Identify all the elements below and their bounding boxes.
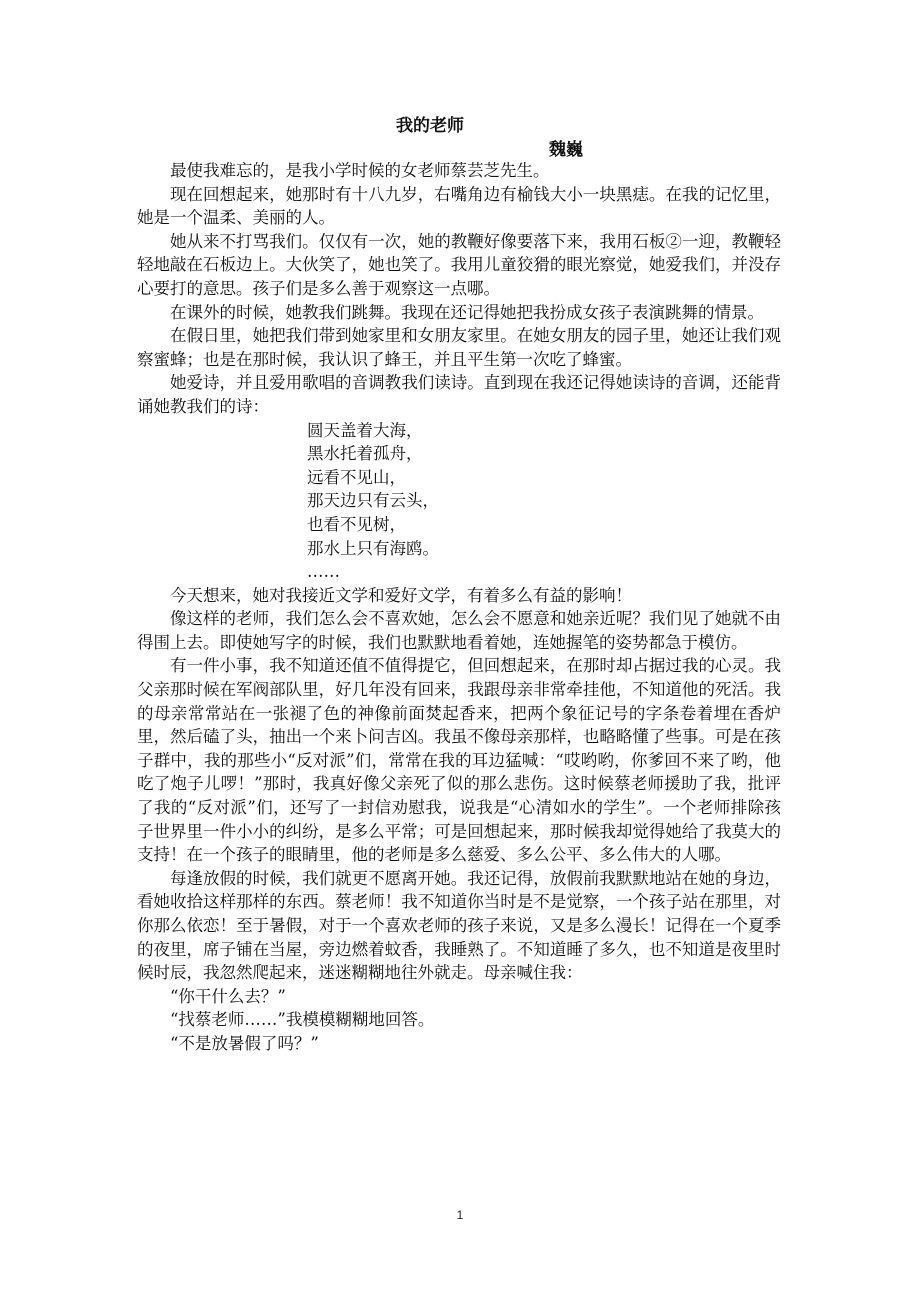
poem-line: 远看不见山， — [307, 467, 406, 487]
paragraph: 像这样的老师，我们怎么会不喜欢她，怎么会不愿意和她亲近呢？我们见了她就不由得围上去。即使她写字的时候，我们也默默地看着她，连她握笔的姿势都急于模仿。 — [137, 609, 781, 652]
article-body — [137, 159, 781, 1056]
poem-line: 圆天盖着大海， — [307, 420, 423, 440]
paragraph: 在课外的时候，她教我们跳舞。我现在还记得她把我扮成女孩子表演跳舞的情景。 — [170, 302, 764, 322]
poem-line: …… — [307, 562, 340, 582]
page-number: 1 — [456, 1208, 464, 1222]
paragraph: 每逢放假的时候，我们就更不愿离开她。我还记得，放假前我默默地站在她的身边，看她收拾这样那样的东西。蔡老师！我不知道你当时是不是觉察，一个孩子站在那里，对你那么依恋！至于暑假，对于一个喜欢老师的孩子来说，又是多么漫长！记得在一个夏季的夜里，席子铺在当屋，旁边燃着蚊香，我睡熟了。不知道睡了多久，也不知道是夜里时候时辰，我忽然爬起来，迷迷糊糊地往外就走。母亲喊住我： — [137, 868, 781, 983]
document-title: 我的老师 — [396, 116, 464, 136]
paragraph: 现在回想起来，她那时有十八九岁，右嘴角边有榆钱大小一块黑痣。在我的记忆里，她是一个温柔、美丽的人。 — [137, 184, 781, 228]
poem-block — [137, 419, 781, 584]
paragraph: 她从来不打骂我们。仅仅有一次，她的教鞭好像要落下来，我用石板②一迎，教鞭轻轻地敲在石板边上。大伙笑了，她也笑了。我用儿童狡猾的眼光察觉，她爱我们，并没存心要打的意思。孩子们是多么善于观察这一点哪。 — [137, 231, 781, 298]
paragraph: 有一件小事，我不知道还值不值得提它，但回想起来，在那时却占据过我的心灵。我父亲那时候在军阀部队里，好几年没有回来，我跟母亲非常牵挂他，不知道他的死活。我的母亲常常站在一张褪了色的神像前面焚起香来，把两个象征记号的字条卷着埋在香炉里，然后磕了头，抽出一个来卜问吉凶。我虽不像母亲那样，也略略懂了些事。可是在孩子群中，我的那些小“反对派”们，常常在我的耳边猛喊：“哎哟哟，你爹回不来了哟，他吃了炮子儿啰！”那时，我真好像父亲死了似的那么悲伤。这时候蔡老师援助了我，批评了我的“反对派”们，还写了一封信劝慰我，说我是“心清如水的学生”。一个老师排除孩子世界里一件小小的纠纷，是多么平常；可是回想起来，那时候我却觉得她给了我莫大的支持！在一个孩子的眼睛里，他的老师是多么慈爱、多么公平、多么伟大的人哪。 — [137, 656, 781, 865]
author-name: 魏巍 — [549, 140, 583, 160]
dialogue-line: “找蔡老师……”我模模糊糊地回答。 — [170, 1010, 435, 1030]
paragraph: 她爱诗，并且爱用歌唱的音调教我们读诗。直到现在我还记得她读诗的音调，还能背诵她教我们的诗： — [137, 373, 781, 416]
poem-line: 那水上只有海鸥。 — [307, 538, 439, 558]
dialogue-line: “你干什么去？” — [170, 986, 286, 1006]
poem-line: 也看不见树， — [307, 514, 406, 534]
poem-line: 那天边只有云头， — [307, 491, 439, 511]
paragraph: 在假日里，她把我们带到她家里和女朋友家里。在她女朋友的园子里，她还让我们观察蜜蜂；也是在那时候，我认识了蜂王，并且平生第一次吃了蜂蜜。 — [137, 326, 781, 369]
poem-line: 黑水托着孤舟， — [307, 444, 423, 464]
paragraph: 今天想来，她对我接近文学和爱好文学，有着多么有益的影响！ — [170, 585, 632, 605]
dialogue-line: “不是放暑假了吗？” — [170, 1033, 319, 1053]
paragraph: 最使我难忘的，是我小学时候的女老师蔡芸芝先生。 — [170, 161, 550, 180]
